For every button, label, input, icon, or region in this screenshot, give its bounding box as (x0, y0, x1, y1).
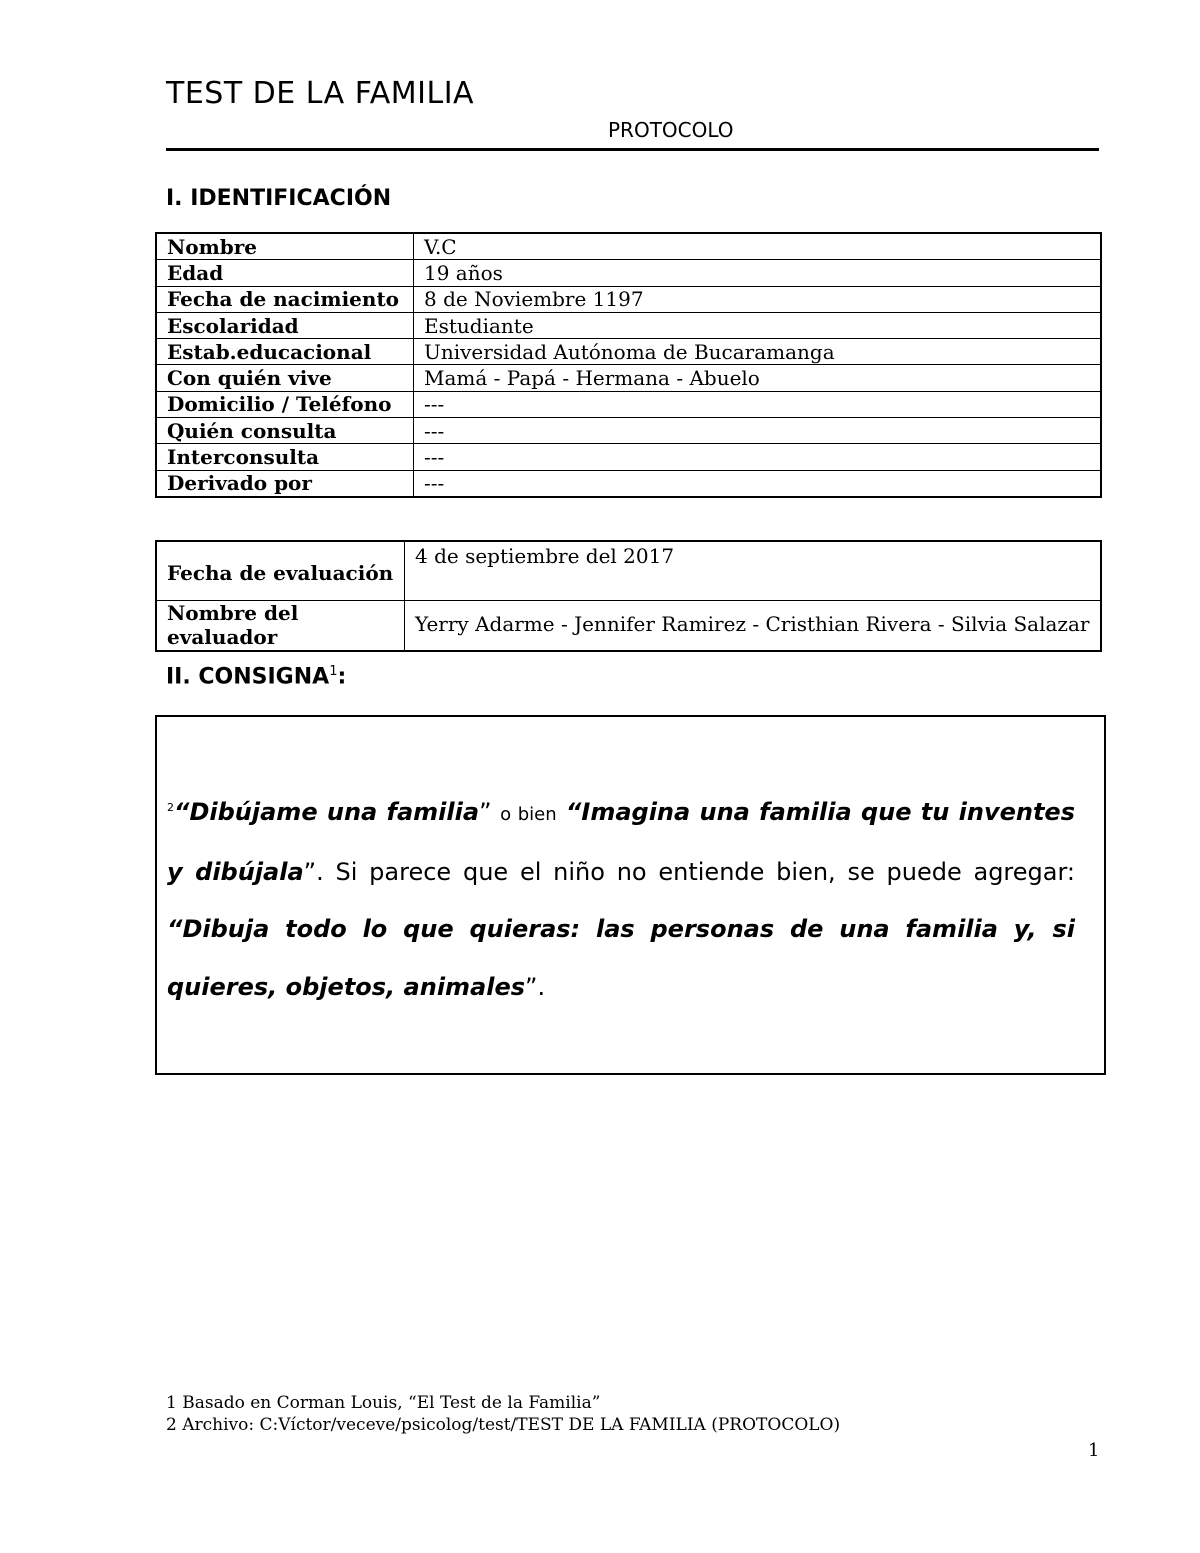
footnote-1: 1 Basado en Corman Louis, “El Test de la Familia” (166, 1393, 601, 1413)
evaluation-table (155, 540, 1102, 652)
row-label: Estab.educacional (156, 339, 414, 365)
connector-text: o bien (500, 804, 557, 825)
row-label: Edad (156, 260, 414, 286)
evaluation-date-label: Fecha de evaluación (156, 541, 405, 601)
quote-mark: ”. (525, 972, 546, 1001)
row-label: Escolaridad (156, 312, 414, 338)
row-value: --- (414, 444, 1102, 470)
evaluator-label: Nombre del evaluador (156, 601, 405, 652)
row-label: Fecha de nacimiento (156, 286, 414, 312)
table-row (156, 365, 1101, 391)
row-value: 8 de Noviembre 1197 (414, 286, 1102, 312)
footnote-2: 2 Archivo: C:Víctor/veceve/psicolog/test/TEST DE LA FAMILIA (PROTOCOLO) (166, 1415, 841, 1435)
document-title: TEST DE LA FAMILIA (166, 76, 475, 111)
row-value: Mamá - Papá - Hermana - Abuelo (414, 365, 1102, 391)
footnote-ref-1: 1 (329, 664, 338, 679)
table-row (156, 286, 1101, 312)
document-subtitle: PROTOCOLO (608, 118, 734, 142)
row-value: 19 años (414, 260, 1102, 286)
table-row (156, 601, 1101, 652)
evaluator-value: Yerry Adarme - Jennifer Ramirez - Cristhian Rivera - Silvia Salazar (405, 601, 1102, 652)
table-row (156, 312, 1101, 338)
row-value: Estudiante (414, 312, 1102, 338)
footnotes (166, 1392, 840, 1436)
row-label: Quién consulta (156, 418, 414, 444)
instruction-1: Dibújame una familia (189, 798, 480, 826)
table-row (156, 391, 1101, 417)
consigna-box (155, 715, 1106, 1075)
row-label: Con quién vive (156, 365, 414, 391)
table-row (156, 470, 1101, 497)
row-label: Derivado por (156, 470, 414, 497)
heading-colon: : (337, 664, 347, 690)
row-label: Interconsulta (156, 444, 414, 470)
section-consigna-heading (166, 664, 346, 689)
row-label: Nombre (156, 233, 414, 260)
quote-mark: “ (556, 798, 582, 826)
consigna-text (167, 779, 1075, 1016)
instruction-2: Imagina una familia que tu inventes y dibújala (167, 798, 1075, 886)
table-row (156, 418, 1101, 444)
footnote-ref-2: 2 (167, 801, 174, 814)
table-row (156, 260, 1101, 286)
table-row (156, 541, 1101, 601)
row-value: --- (414, 418, 1102, 444)
section-identificacion-heading: I. IDENTIFICACIÓN (166, 186, 392, 211)
table-row (156, 444, 1101, 470)
header-rule (166, 148, 1099, 151)
table-row (156, 233, 1101, 260)
page-number: 1 (1088, 1440, 1100, 1461)
quote-mark: “ (174, 798, 190, 826)
row-value: V.C (414, 233, 1102, 260)
quote-mark: ” (479, 798, 501, 826)
identification-table (155, 232, 1102, 498)
row-label: Domicilio / Teléfono (156, 391, 414, 417)
section-consigna-title: II. CONSIGNA (166, 664, 330, 690)
row-value: Universidad Autónoma de Bucaramanga (414, 339, 1102, 365)
table-row (156, 339, 1101, 365)
instruction-note: ”. Si parece que el niño no entiende bien, se puede agregar: (303, 857, 1076, 886)
evaluation-date-value: 4 de septiembre del 2017 (405, 541, 1102, 601)
row-value: --- (414, 391, 1102, 417)
instruction-3: Dibuja todo lo que quieras: las personas de una familia y, si quieres, objetos, animales (167, 915, 1075, 1001)
quote-mark: “ (167, 915, 183, 943)
row-value: --- (414, 470, 1102, 497)
